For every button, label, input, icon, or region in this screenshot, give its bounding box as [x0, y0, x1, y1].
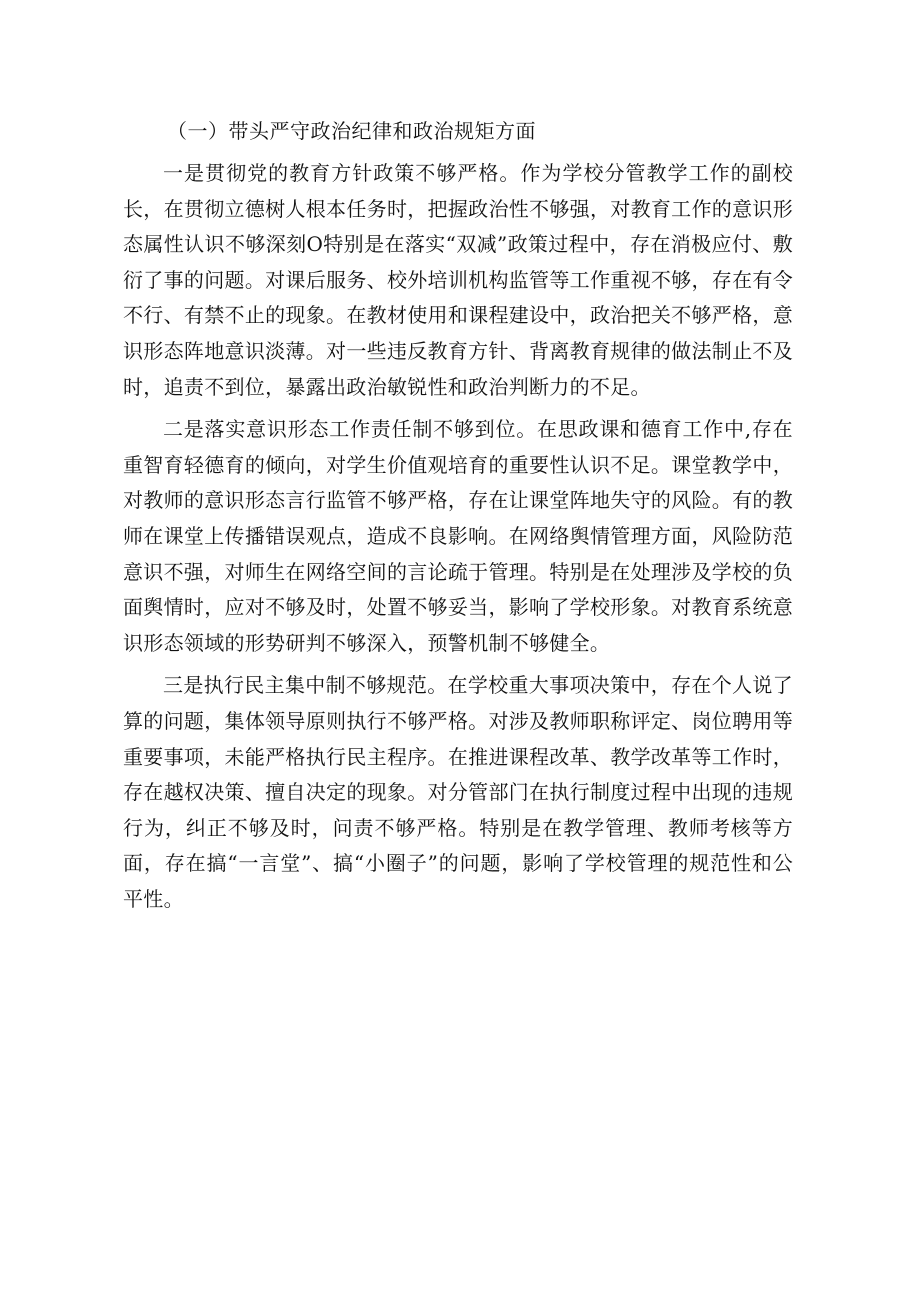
document-body	[123, 116, 793, 924]
paragraph-3: 三是执行民主集中制不够规范。在学校重大事项决策中，存在个人说了算的问题，集体领导原则执行不够严格。对涉及教师职称评定、岗位聘用等重要事项，未能严格执行民主程序。在推进课程改革、教学改革等工作时，存在越权决策、擅自决定的现象。对分管部门在执行制度过程中出现的违规行为，纠正不够及时，问责不够严格。特别是在教学管理、教师考核等方面，存在搞“一言堂”、搞“小圈子”的问题，影响了学校管理的规范性和公平性。	[123, 673, 793, 911]
section-heading: （一）带头严守政治纪律和政治规矩方面	[167, 119, 536, 143]
paragraph-1: 一是贯彻党的教育方针政策不够严格。作为学校分管教学工作的副校长，在贯彻立德树人根本任务时，把握政治性不够强，对教育工作的意识形态属性认识不够深刻O特别是在落实“双减”政策过程中，存在消极应付、敷衍了事的问题。对课后服务、校外培训机构监管等工作重视不够，存在有令不行、有禁不止的现象。在教材使用和课程建设中，政治把关不够严格，意识形态阵地意识淡薄。对一些违反教育方针、背离教育规律的做法制止不及时，追责不到位，暴露出政治敏锐性和政治判断力的不足。	[123, 161, 793, 399]
paragraph-2: 二是落实意识形态工作责任制不够到位。在思政课和德育工作中,存在重智育轻德育的倾向，对学生价值观培育的重要性认识不足。课堂教学中，对教师的意识形态言行监管不够严格，存在让课堂阵地失守的风险。有的教师在课堂上传播错误观点，造成不良影响。在网络舆情管理方面，风险防范意识不强，对师生在网络空间的言论疏于管理。特别是在处理涉及学校的负面舆情时，应对不够及时，处置不够妥当，影响了学校形象。对教育系统意识形态领域的形势研判不够深入，预警机制不够健全。	[123, 417, 793, 655]
